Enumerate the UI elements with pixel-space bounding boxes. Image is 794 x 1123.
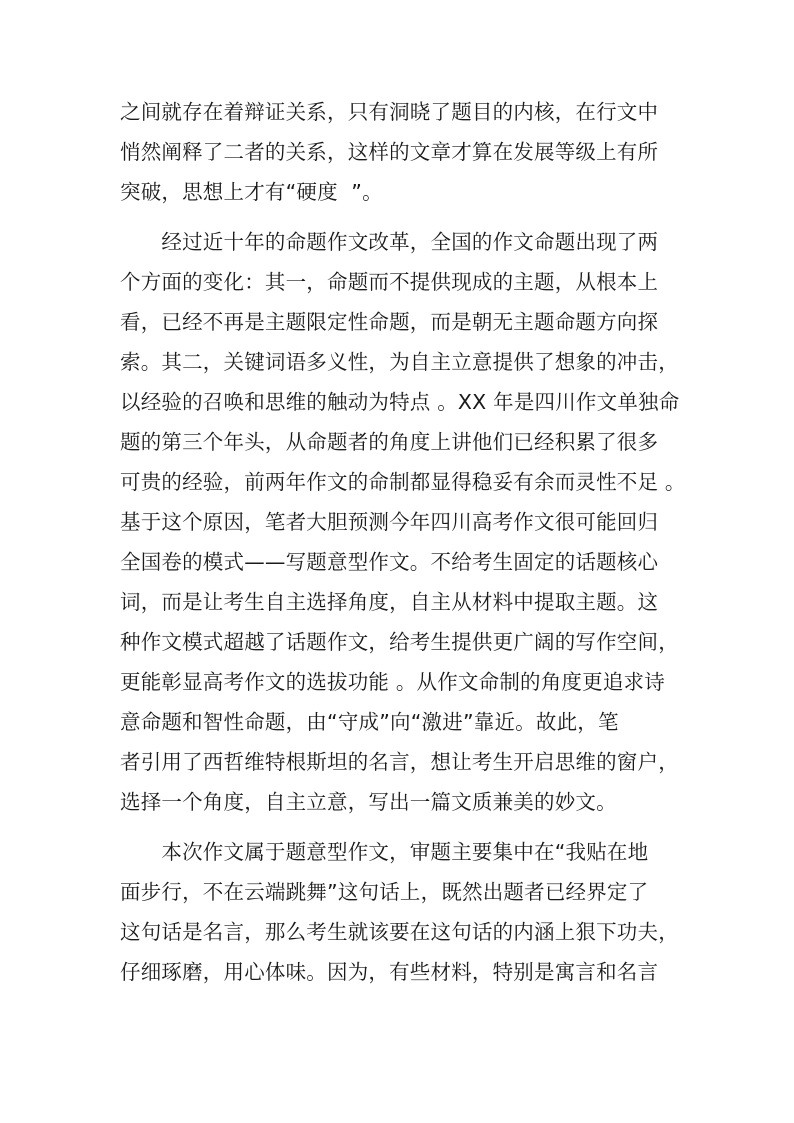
text-line: 面步行，不在云端跳舞”这句话上，既然出题者已经界定了 bbox=[120, 880, 649, 904]
text-line: 个方面的变化：其一，命题而不提供现成的主题，从根本上 bbox=[120, 270, 659, 294]
text-line: 本次作文属于题意型作文，审题主要集中在“我贴在地 bbox=[120, 840, 649, 864]
text-line: 这句话是名言，那么考生就该要在这句话的内涵上狠下功夫， bbox=[120, 920, 679, 944]
text-line: 种作文模式超越了话题作文，给考生提供更广阔的写作空间， bbox=[120, 630, 679, 654]
text-line: 悄然阐释了二者的关系，这样的文章才算在发展等级上有所 bbox=[120, 140, 659, 164]
text-line: 以经验的召唤和思维的触动为特点 。XX 年是四川作文单独命 bbox=[120, 390, 680, 414]
text-line: 索。其二，关键词语多义性，为自主立意提供了想象的冲击， bbox=[120, 350, 679, 374]
text-line: 之间就存在着辩证关系，只有洞晓了题目的内核，在行文中 bbox=[120, 100, 659, 124]
text-line: 更能彰显高考作文的选拔功能 。从作文命制的角度更追求诗 bbox=[120, 670, 665, 694]
text-line: 意命题和智性命题，由“守成”向“激进”靠近。故此，笔 bbox=[120, 710, 619, 734]
text-line: 词，而是让考生自主选择角度，自主从材料中提取主题。这 bbox=[120, 590, 659, 614]
text-line: 选择一个角度，自主立意，写出一篇文质兼美的妙文。 bbox=[120, 790, 617, 814]
text-line: 经过近十年的命题作文改革，全国的作文命题出现了两 bbox=[120, 230, 659, 254]
text-line: 可贵的经验，前两年作文的命制都显得稳妥有余而灵性不足 。 bbox=[120, 470, 686, 494]
text-line: 突破，思想上才有“硬度 ”。 bbox=[120, 180, 383, 204]
text-line: 基于这个原因，笔者大胆预测今年四川高考作文很可能回归 bbox=[120, 510, 659, 534]
text-line: 全国卷的模式——写题意型作文。不给考生固定的话题核心 bbox=[120, 550, 659, 574]
text-line: 仔细琢磨，用心体味。因为，有些材料，特别是寓言和名言 bbox=[120, 960, 659, 984]
text-line: 者引用了西哲维特根斯坦的名言，想让考生开启思维的窗户， bbox=[120, 750, 679, 774]
text-line: 看，已经不再是主题限定性命题，而是朝无主题命题方向探 bbox=[120, 310, 659, 334]
text-line: 题的第三个年头，从命题者的角度上讲他们已经积累了很多 bbox=[120, 430, 659, 454]
